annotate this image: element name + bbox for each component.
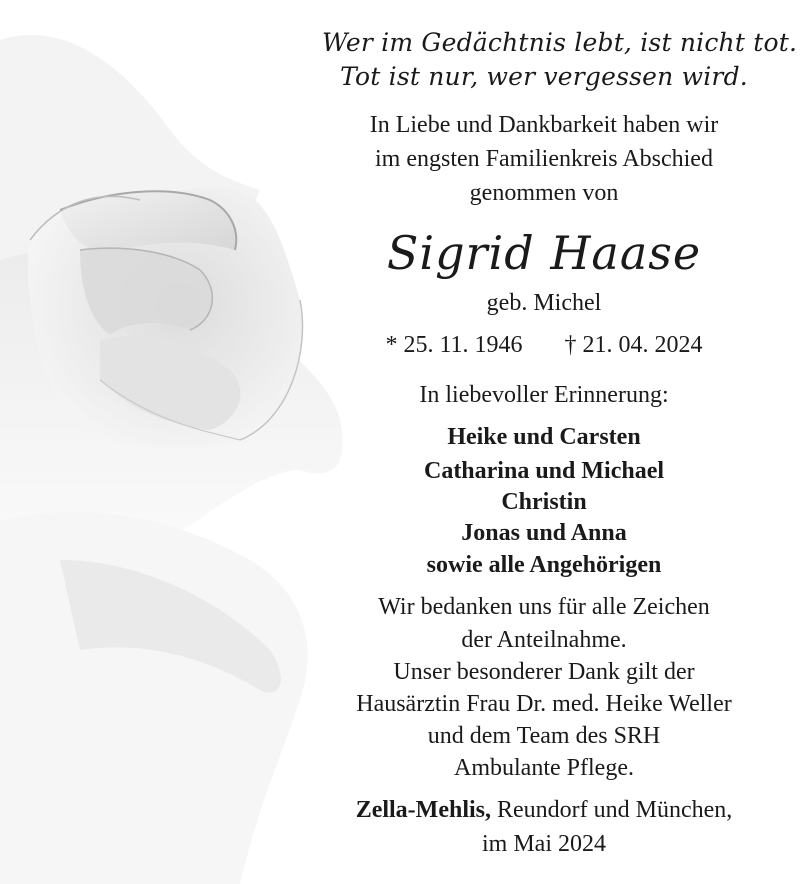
intro-line-2: im engsten Familienkreis Abschied — [375, 146, 713, 172]
closing-date: im Mai 2024 — [482, 831, 606, 857]
closing-place — [322, 797, 766, 824]
thanks-line-3: Unser besonderer Dank gilt der — [393, 659, 695, 685]
mourner-1: Heike und Carsten — [447, 424, 641, 450]
life-dates — [322, 332, 766, 359]
deceased-name: Sigrid Haase — [386, 226, 702, 280]
death-date: † 21. 04. 2024 — [564, 332, 703, 358]
thanks-line-2: der Anteilnahme. — [461, 627, 627, 653]
birth-date: * 25. 11. 1946 — [385, 332, 523, 358]
motto-line-1: Wer im Gedächtnis lebt, ist nicht tot. — [322, 28, 798, 57]
closing-place-rest: Reundorf und München, — [491, 797, 733, 823]
thanks-line-5: und dem Team des SRH — [427, 723, 661, 749]
obituary-text — [322, 0, 798, 884]
mourner-4: Jonas und Anna — [461, 520, 627, 546]
memory-heading: In liebevoller Erinnerung: — [419, 382, 669, 408]
intro-line-3: genommen von — [469, 180, 619, 206]
closing-place-bold: Zella-Mehlis, — [355, 797, 492, 823]
mourner-5: sowie alle Angehörigen — [426, 552, 662, 578]
mourner-3: Christin — [501, 489, 587, 515]
thanks-line-6: Ambulante Pflege. — [454, 755, 634, 781]
intro-line-1: In Liebe und Dankbarkeit haben wir — [369, 112, 719, 138]
thanks-line-4: Hausärztin Frau Dr. med. Heike Weller — [356, 691, 732, 717]
thanks-line-1: Wir bedanken uns für alle Zeichen — [378, 594, 710, 620]
motto-line-2: Tot ist nur, wer vergessen wird. — [340, 62, 748, 91]
birth-name: geb. Michel — [486, 290, 602, 316]
mourner-2: Catharina und Michael — [423, 458, 665, 484]
